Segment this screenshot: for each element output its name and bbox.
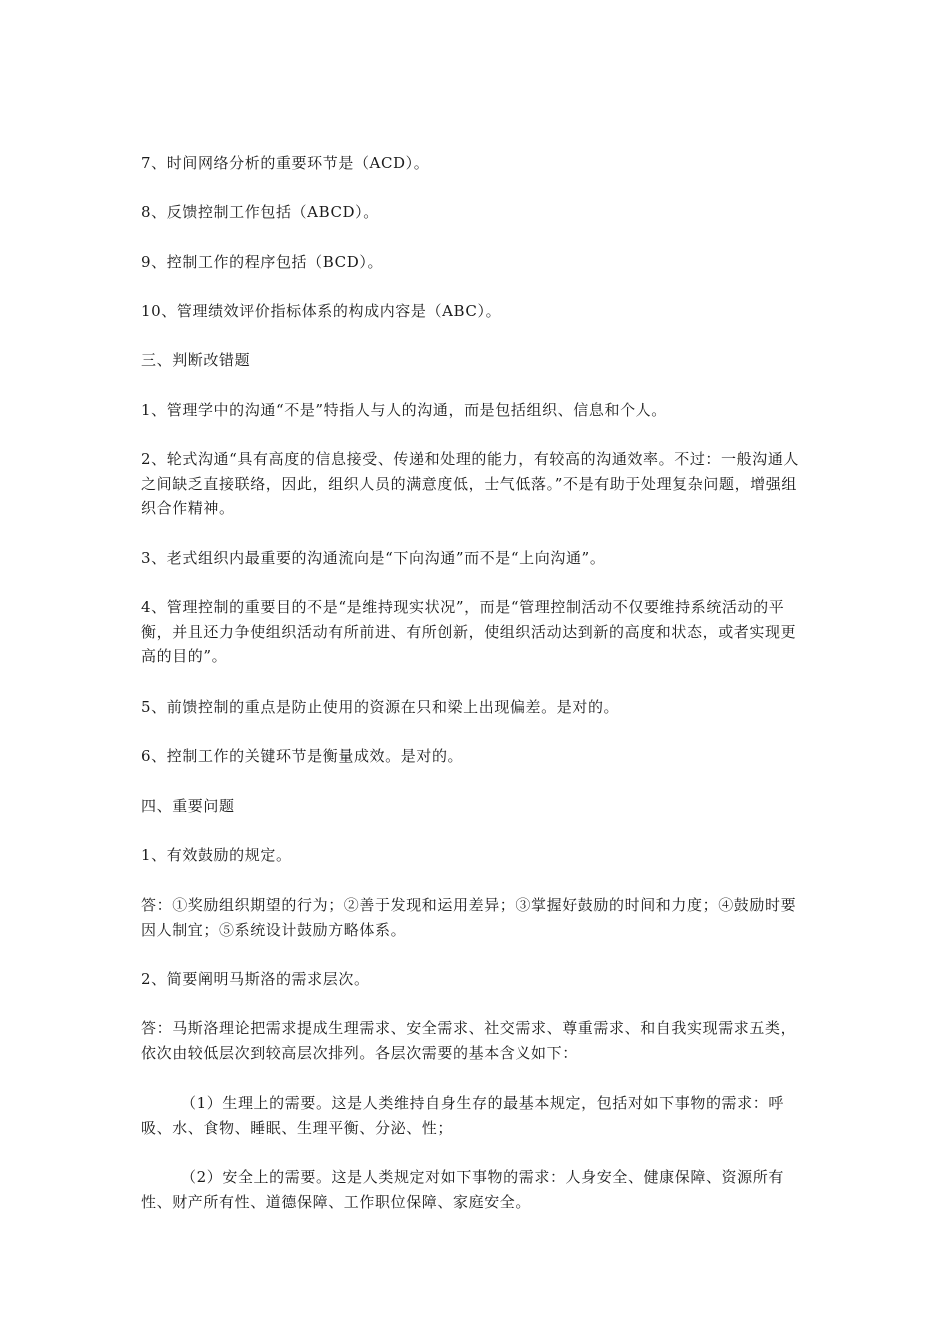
answer-item-1: 答：①奖励组织期望的行为；②善于发现和运用差异；③掌握好鼓励的时间和力度；④鼓励时要因人制宜；⑤系统设计鼓励方略体系。 <box>141 896 797 939</box>
judgement-item-5: 5、前馈控制的重点是防止使用的资源在只和梁上出现偏差。是对的。 <box>141 698 620 716</box>
judgement-item-2: 2、轮式沟通“具有高度的信息接受、传递和处理的能力，有较高的沟通效率。不过：一般沟通人之间缺乏直接联络，因此，组织人员的满意度低，士气低落。”不是有助于处理复杂问题，增强组织合作精神。 <box>141 450 800 517</box>
answer-item-2: 答：马斯洛理论把需求提成生理需求、安全需求、社交需求、尊重需求、和自我实现需求五类，依次由较低层次到较高层次排列。各层次需要的基本含义如下： <box>141 1019 797 1062</box>
question-item-2: 2、简要阐明马斯洛的需求层次。 <box>141 970 370 988</box>
answer-sub-item-1: （1）生理上的需要。这是人类维持自身生存的最基本规定，包括对如下事物的需求：呼吸、水、食物、睡眠、生理平衡、分泌、性； <box>141 1094 784 1137</box>
judgement-item-3: 3、老式组织内最重要的沟通流向是“下向沟通”而不是“上向沟通”。 <box>141 549 606 567</box>
paragraph-item-8: 8、反馈控制工作包括（ABCD）。 <box>141 203 379 221</box>
paragraph-item-9: 9、控制工作的程序包括（BCD）。 <box>141 253 384 271</box>
section-heading-judgement: 三、判断改错题 <box>141 351 251 369</box>
paragraph-item-7: 7、时间网络分析的重要环节是（ACD）。 <box>141 154 430 172</box>
question-item-1: 1、有效鼓励的规定。 <box>141 846 292 864</box>
judgement-item-4: 4、管理控制的重要目的不是“是维持现实状况”，而是“管理控制活动不仅要维持系统活动的平衡，并且还力争使组织活动有所前进、有所创新，使组织活动达到新的高度和状态，或者实现更高的目的”。 <box>141 598 797 665</box>
judgement-item-6: 6、控制工作的关键环节是衡量成效。是对的。 <box>141 747 464 765</box>
section-heading-key-questions: 四、重要问题 <box>141 797 235 815</box>
paragraph-item-10: 10、管理绩效评价指标体系的构成内容是（ABC）。 <box>141 302 502 320</box>
judgement-item-1: 1、管理学中的沟通“不是”特指人与人的沟通，而是包括组织、信息和个人。 <box>141 401 667 419</box>
answer-sub-item-2: （2）安全上的需要。这是人类规定对如下事物的需求：人身安全、健康保障、资源所有性、财产所有性、道德保障、工作职位保障、家庭安全。 <box>141 1168 784 1211</box>
